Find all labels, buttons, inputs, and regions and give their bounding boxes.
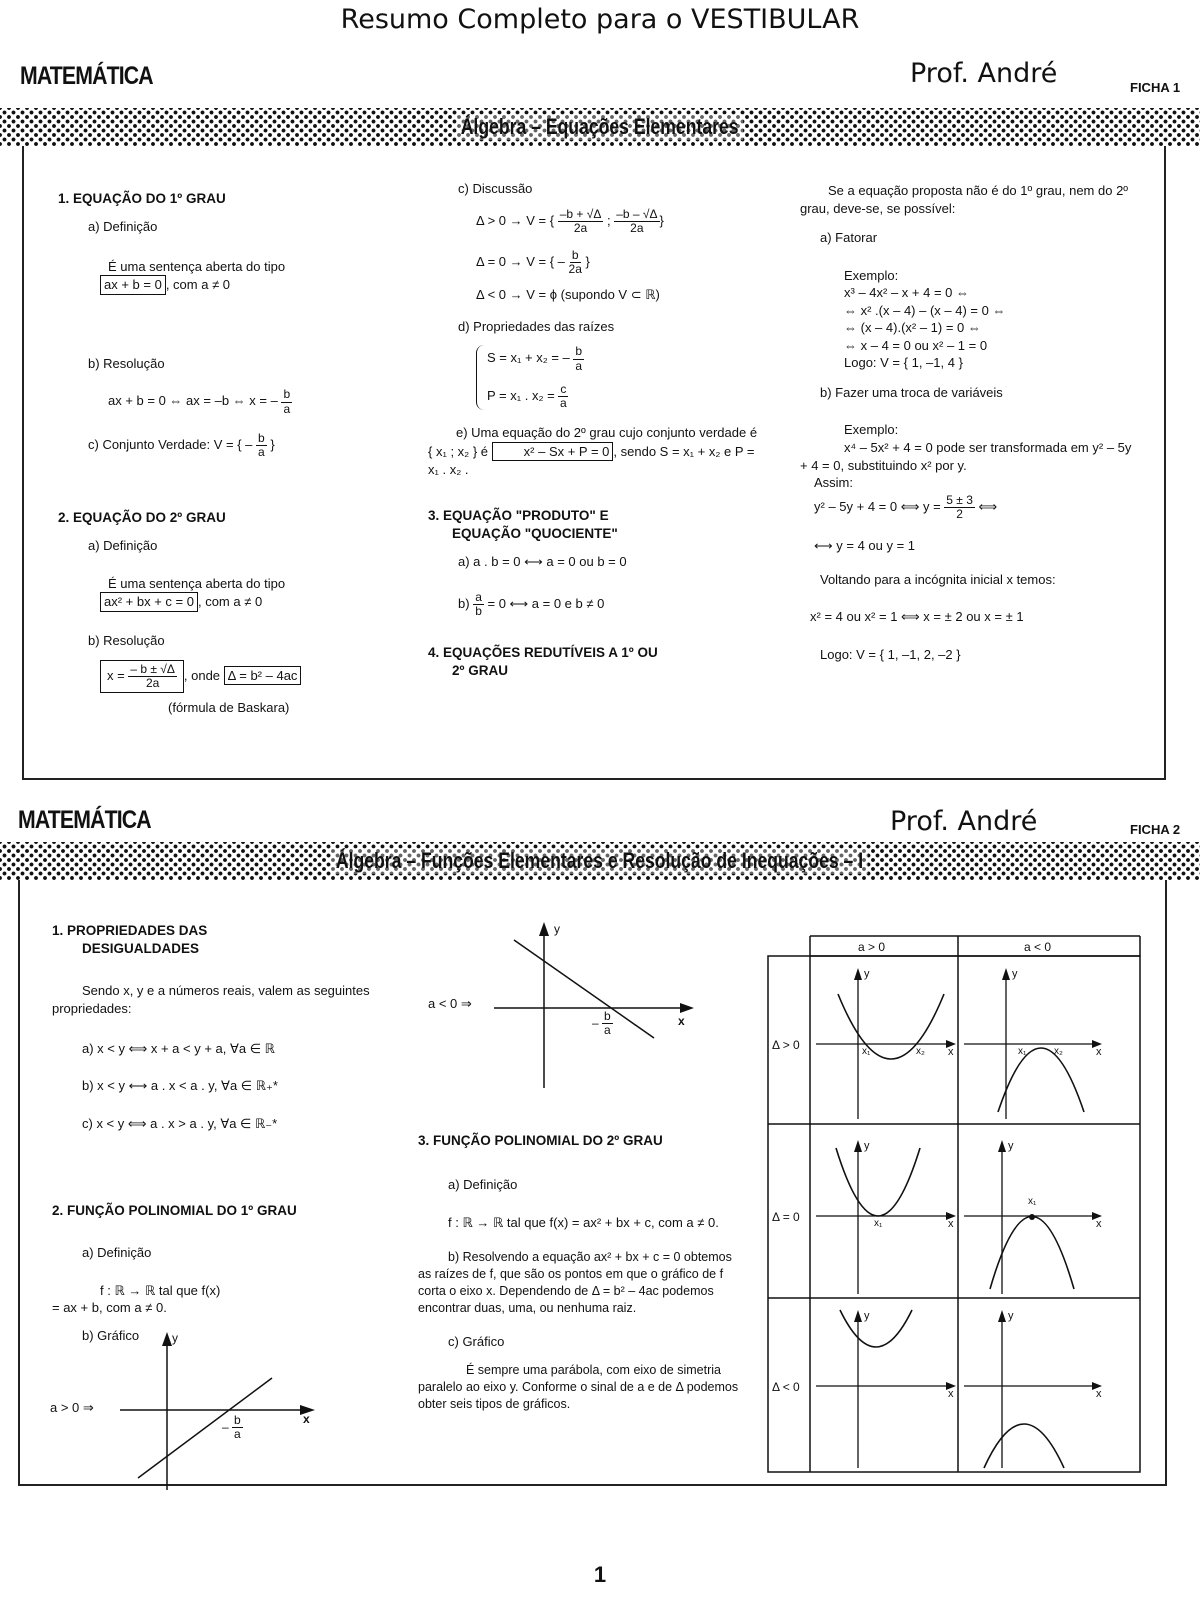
root-x2-label: x₂ bbox=[1054, 1046, 1063, 1057]
frac-num: c bbox=[560, 381, 567, 396]
ficha1-col3 bbox=[800, 182, 1140, 663]
text: Exemplo: bbox=[844, 422, 899, 438]
section-title: 2. EQUAÇÃO DO 2º GRAU bbox=[58, 510, 226, 526]
equation: Logo: V = { 1, –1, 4 } bbox=[844, 355, 963, 371]
equation: ax + b = 0 ⇔ ax = –b ⇔ x = – bbox=[108, 393, 278, 409]
equation: Δ > 0 → V = { bbox=[476, 212, 555, 228]
axis-x-label: x bbox=[303, 1412, 310, 1426]
equation: y² – 5y + 4 = 0 ⟺ y = bbox=[814, 498, 941, 514]
root-x1-label: x₁ bbox=[1018, 1046, 1027, 1057]
bracket: } bbox=[659, 212, 664, 228]
row-label-delta-neg: Δ < 0 bbox=[772, 1380, 800, 1394]
root-x1-label: x₁ bbox=[1028, 1196, 1037, 1207]
text: b) Resolvendo a equação ax² + bx + c = 0 obtemos as raízes de f, que são os pontos em que o gráfico de f corta o eixo x. Dependendo de Δ = b² – 4ac podemos encontrar duas, uma, ou nenhuma raiz. bbox=[418, 1250, 732, 1315]
text: e) Uma equação do 2º grau cujo conjunto verdade é { x₁ ; x₂ } é bbox=[428, 425, 758, 459]
item-label: c) Gráfico bbox=[448, 1333, 505, 1349]
parabola-table-grid bbox=[766, 934, 1146, 1474]
axis-y-label: y bbox=[864, 968, 870, 980]
frac-den: 2a bbox=[630, 220, 644, 235]
text: É uma sentença aberta do tipo bbox=[108, 258, 286, 274]
formula-box: ax² + bx + c = 0 bbox=[100, 592, 198, 612]
separator: ; bbox=[606, 212, 611, 228]
ficha2-subject: MATEMÁTICA bbox=[18, 806, 151, 834]
item-label: b) Gráfico bbox=[82, 1328, 140, 1344]
text: É uma sentença aberta do tipo bbox=[108, 575, 286, 591]
frac-num: 5 ± 3 bbox=[946, 492, 973, 507]
parabola-table bbox=[766, 934, 1146, 1474]
item-label: b) Resolução bbox=[88, 355, 165, 371]
formula-box: x² – Sx + P = 0 bbox=[492, 442, 614, 462]
equation: Δ = 0 → V = { – bbox=[476, 254, 565, 270]
axis-y-label: y bbox=[1008, 1140, 1014, 1152]
text: Sendo x, y e a números reais, valem as seguintes propriedades: bbox=[52, 983, 370, 1016]
equation: x³ – 4x² – x + 4 = 0 ⇔ bbox=[844, 285, 969, 301]
parabola-up-no-roots bbox=[816, 1310, 956, 1468]
text: x = bbox=[107, 667, 125, 683]
graph-cond-neg: a < 0 ⇒ bbox=[428, 996, 472, 1011]
equation: a) a . b = 0 ⟷ a = 0 ou b = 0 bbox=[458, 554, 627, 570]
axis-x-label: x bbox=[948, 1046, 954, 1058]
axis-y-label: y bbox=[864, 1310, 870, 1322]
ficha1-label: FICHA 1 bbox=[1130, 80, 1181, 95]
ficha2-banner-title: Álgebra – Funções Elementares e Resolução de Inequações – I bbox=[332, 848, 869, 874]
section-title: DESIGUALDADES bbox=[82, 941, 200, 957]
item-label: b) Fazer uma troca de variáveis bbox=[820, 384, 1003, 400]
text: É sempre uma parábola, com eixo de simetria paralelo ao eixo y. Conforme o sinal de a e de Δ podemos obter seis tipos de gráficos. bbox=[418, 1363, 739, 1412]
text: , com a ≠ 0 bbox=[165, 277, 231, 293]
frac-num: b bbox=[283, 387, 291, 402]
frac-num: b bbox=[258, 430, 265, 445]
frac-den: a bbox=[575, 358, 583, 373]
text: , sendo S = x₁ + x₂ e P = x₁ . x₂ . bbox=[428, 443, 755, 478]
axis-y-label: y bbox=[554, 922, 560, 936]
equation: ⟷ y = 4 ou y = 1 bbox=[814, 538, 916, 554]
text: f : ℝ → ℝ tal que f(x) = ax² + bx + c, com a ≠ 0. bbox=[448, 1214, 719, 1230]
axis-y-label: y bbox=[172, 1331, 178, 1345]
frac-den: b bbox=[475, 603, 482, 618]
axis-y-label: y bbox=[864, 1140, 870, 1152]
equation: Δ < 0 → V = ϕ (supondo V ⊂ ℝ) bbox=[476, 287, 660, 303]
frac-num: a bbox=[475, 589, 482, 604]
axis-x-label: x bbox=[948, 1388, 954, 1400]
root-label: – $\frac{b}{a}$ bbox=[592, 1009, 611, 1038]
ficha1-banner-title: Álgebra – Equações Elementares bbox=[456, 114, 743, 140]
parabola-up-two-roots bbox=[816, 968, 956, 1119]
item-label: a) Definição bbox=[448, 1177, 518, 1193]
equation: ⇔ x – 4 = 0 ou x² – 1 = 0 bbox=[844, 337, 988, 353]
item-label: b) Resolução bbox=[88, 633, 165, 649]
ficha1-col1 bbox=[58, 190, 388, 716]
text: , com a ≠ 0 bbox=[197, 594, 263, 610]
axis-x-label: x bbox=[678, 1014, 685, 1028]
ficha2-prof: Prof. André bbox=[890, 806, 1038, 837]
col-header-pos: a > 0 bbox=[858, 940, 886, 954]
parabola-up-one-root bbox=[816, 1140, 956, 1294]
equation: ⇔ (x – 4).(x² – 1) = 0 ⇔ bbox=[844, 320, 981, 336]
frac-den: 2a bbox=[568, 262, 582, 277]
ficha1-col2 bbox=[428, 180, 758, 691]
caption: (fórmula de Baskara) bbox=[168, 699, 290, 715]
section-title: 3. EQUAÇÃO "PRODUTO" E bbox=[428, 507, 609, 523]
ficha1-banner bbox=[0, 108, 1200, 146]
ficha1-prof: Prof. André bbox=[910, 58, 1058, 89]
axis-x-label: x bbox=[1096, 1218, 1102, 1230]
frac-num: –b + √Δ bbox=[559, 206, 602, 221]
root-x1-label: x₁ bbox=[874, 1218, 883, 1229]
text: } bbox=[270, 436, 275, 452]
section-title: 1. EQUAÇÃO DO 1º GRAU bbox=[58, 191, 226, 206]
frac-num: b bbox=[234, 1413, 241, 1427]
equation: x² = 4 ou x² = 1 ⟺ x = ± 2 ou x = ± 1 bbox=[810, 609, 1024, 625]
text: Voltando para a incógnita inicial x temos: bbox=[820, 571, 1056, 587]
formula-box: Δ = b² – 4ac bbox=[224, 666, 302, 686]
equation: ⟺ bbox=[978, 498, 998, 514]
frac-den: 2a bbox=[573, 220, 588, 235]
frac-num: b bbox=[604, 1009, 611, 1023]
frac-num: b bbox=[571, 247, 579, 262]
property: a) x < y ⟺ x + a < y + a, ∀a ∈ ℝ bbox=[82, 1040, 275, 1056]
frac-den: 2a bbox=[145, 675, 160, 690]
ficha1-subject: MATEMÁTICA bbox=[20, 62, 153, 90]
item-label: a) Definição bbox=[82, 1245, 152, 1261]
frac-num: –b – √Δ bbox=[616, 206, 658, 221]
equation: ⇔ x² .(x – 4) – (x – 4) = 0 ⇔ bbox=[844, 302, 1006, 318]
equation: P = x₁ . x₂ = bbox=[487, 387, 555, 403]
axis-x-label: x bbox=[1096, 1046, 1102, 1058]
text: f : ℝ → ℝ tal que f(x) = ax + b, com a ≠ 0. bbox=[52, 1282, 221, 1316]
ficha2-banner bbox=[0, 842, 1200, 880]
frac-den: a bbox=[604, 1023, 611, 1038]
frac-den: a bbox=[234, 1427, 241, 1442]
text: Assim: bbox=[814, 475, 853, 491]
equation: = 0 ⟷ a = 0 e b ≠ 0 bbox=[487, 595, 605, 611]
text: , onde bbox=[183, 667, 221, 683]
col-header-neg: a < 0 bbox=[1024, 940, 1052, 954]
section-title: 2º GRAU bbox=[452, 663, 508, 679]
frac-den: 2 bbox=[956, 506, 963, 521]
equation: Logo: V = { 1, –1, 2, –2 } bbox=[820, 646, 961, 662]
section-title: 3. FUNÇÃO POLINOMIAL DO 2º GRAU bbox=[418, 1133, 663, 1148]
row-label-delta-zero: Δ = 0 bbox=[772, 1210, 800, 1224]
frac-num: b bbox=[575, 344, 583, 359]
section-title: EQUAÇÃO "QUOCIENTE" bbox=[452, 526, 618, 541]
roots-system bbox=[476, 345, 758, 410]
parabola-down-two-roots bbox=[964, 968, 1102, 1119]
equation: S = x₁ + x₂ = – bbox=[487, 350, 570, 366]
root-x2-label: x₂ bbox=[916, 1046, 925, 1057]
bracket: } bbox=[585, 254, 590, 270]
parabola-down-no-roots bbox=[964, 1310, 1102, 1468]
property: c) x < y ⟺ a . x > a . y, ∀a ∈ ℝ₋* bbox=[82, 1115, 278, 1131]
frac-den: a bbox=[283, 401, 291, 416]
ficha2-label: FICHA 2 bbox=[1130, 822, 1181, 837]
ficha2-col1 bbox=[52, 922, 382, 1355]
item-label: d) Propriedades das raízes bbox=[458, 318, 615, 334]
item-label: a) Definição bbox=[88, 538, 158, 554]
section-title: 1. PROPRIEDADES DAS bbox=[52, 923, 208, 938]
frac-den: a bbox=[560, 395, 567, 410]
formula-box: ax + b = 0 bbox=[100, 275, 166, 295]
page-title: Resumo Completo para o VESTIBULAR bbox=[340, 4, 860, 35]
item-label: a) Definição bbox=[88, 219, 158, 235]
item-label: c) Discussão bbox=[458, 181, 533, 196]
frac-num: – b ± √Δ bbox=[130, 661, 175, 676]
section-title: 2. FUNÇÃO POLINOMIAL DO 1º GRAU bbox=[52, 1203, 297, 1219]
text: x⁴ – 5x² + 4 = 0 pode ser transformada em y² – 5y + 4 = 0, substituindo x² por y. bbox=[800, 440, 1132, 473]
frac-den: a bbox=[258, 444, 265, 459]
page-number: 1 bbox=[593, 1562, 607, 1587]
root-label: – $\frac{b}{a}$ bbox=[222, 1413, 241, 1442]
item-label: b) bbox=[458, 595, 470, 611]
text: c) Conjunto Verdade: V = { – bbox=[88, 436, 253, 452]
row-label-delta-pos: Δ > 0 bbox=[772, 1038, 800, 1052]
axis-y-label: y bbox=[1008, 1310, 1014, 1322]
linear-graph-increasing bbox=[110, 1330, 325, 1500]
axis-x-label: x bbox=[948, 1218, 954, 1230]
text: Se a equação proposta não é do 1º grau, nem do 2º grau, deve-se, se possível: bbox=[800, 183, 1129, 216]
ficha2-col2 bbox=[418, 1132, 743, 1413]
axis-x-label: x bbox=[1096, 1388, 1102, 1400]
property: b) x < y ⟷ a . x < a . y, ∀a ∈ ℝ₊* bbox=[82, 1078, 278, 1094]
item-label: a) Fatorar bbox=[820, 230, 878, 246]
axis-y-label: y bbox=[1012, 968, 1018, 980]
section-title: 4. EQUAÇÕES REDUTÍVEIS A 1º OU bbox=[428, 645, 658, 661]
text: Exemplo: bbox=[844, 267, 899, 283]
root-x1-label: x₁ bbox=[862, 1046, 871, 1057]
graph-cond-pos: a > 0 ⇒ bbox=[50, 1400, 94, 1415]
parabola-down-one-root bbox=[964, 1140, 1102, 1294]
